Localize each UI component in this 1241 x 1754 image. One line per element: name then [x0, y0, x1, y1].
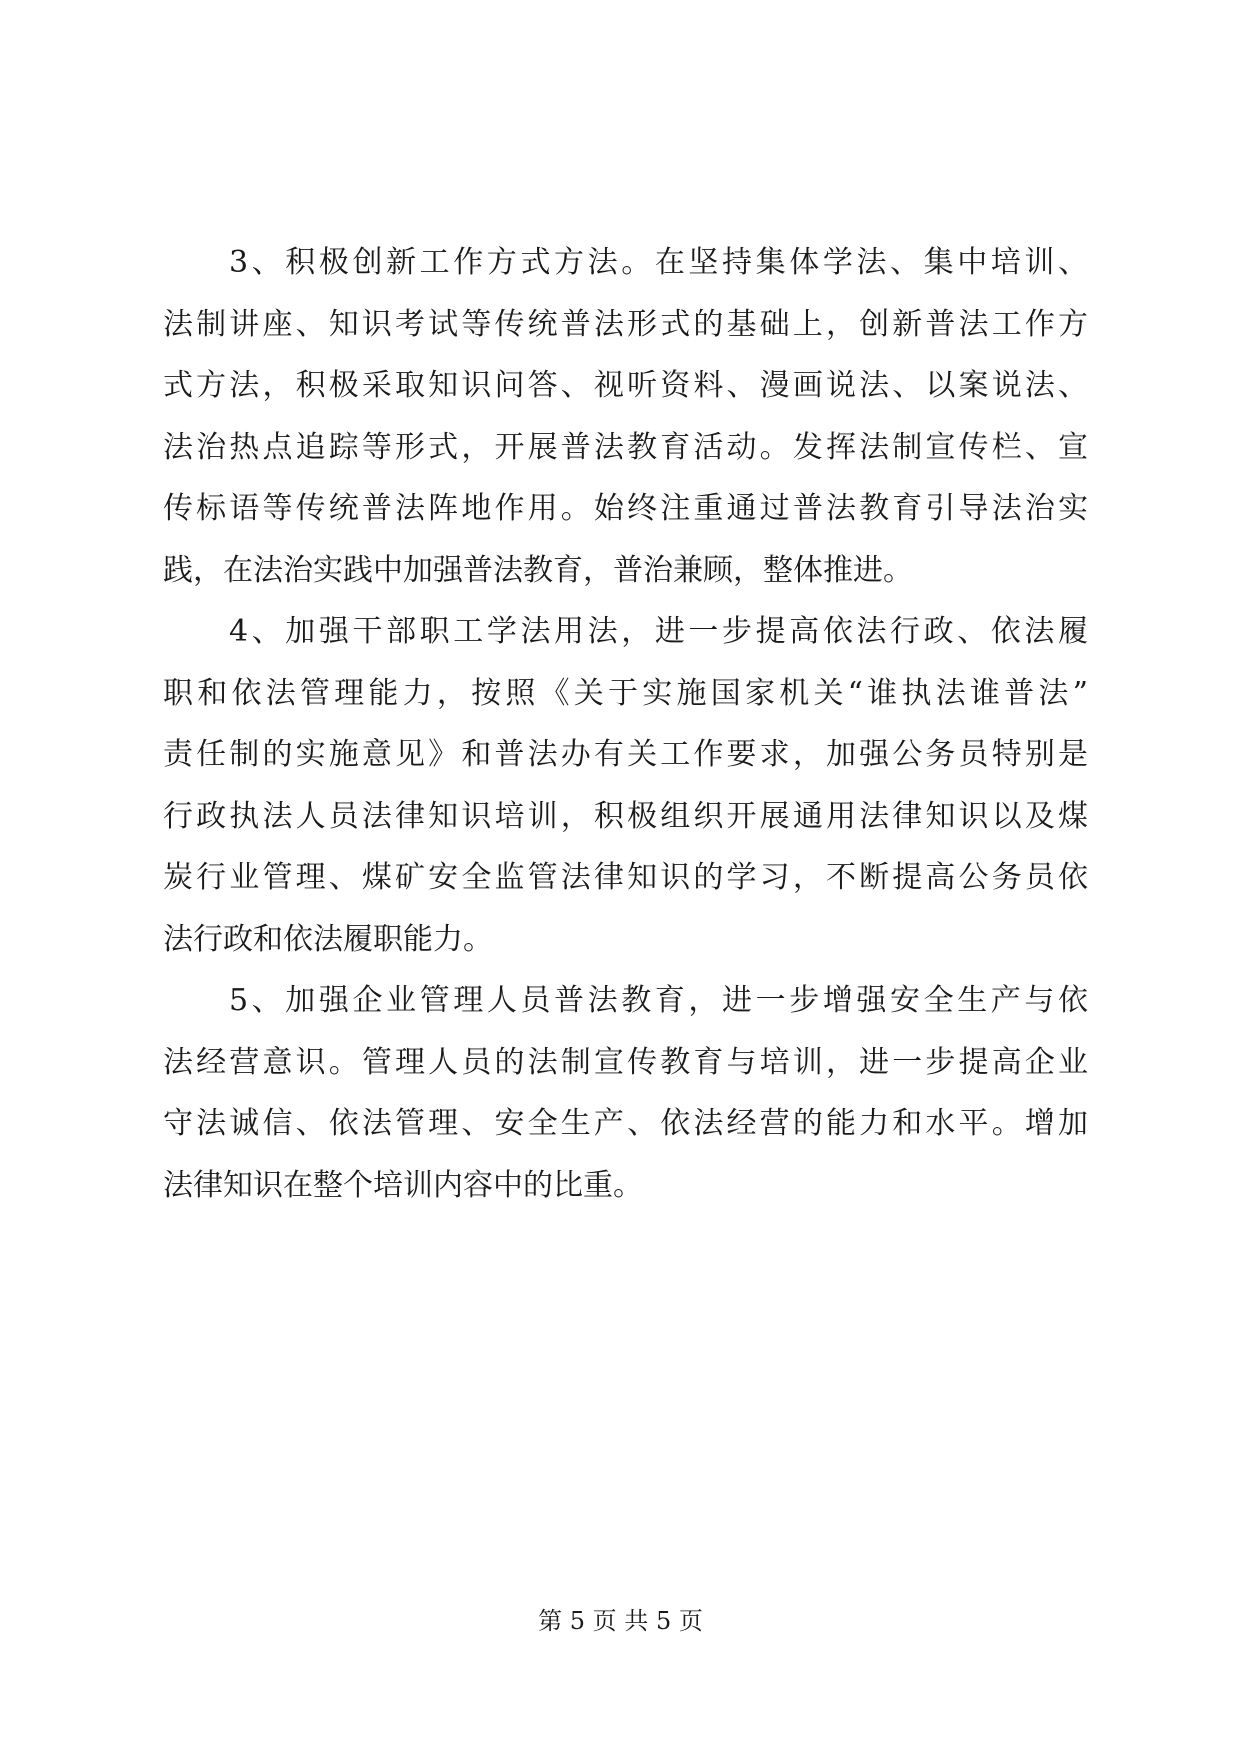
document-body	[163, 232, 1088, 1216]
text-line: 行政执法人员法律知识培训，积极组织开展通用法律知识以及煤	[163, 798, 1088, 834]
text-line: 法律知识在整个培训内容中的比重。	[163, 1167, 643, 1203]
text-line: 法制讲座、知识考试等传统普法形式的基础上，创新普法工作方	[163, 306, 1088, 342]
text-line: 法治热点追踪等形式，开展普法教育活动。发挥法制宣传栏、宣	[163, 429, 1088, 465]
text-line: 4、加强干部职工学法用法，进一步提高依法行政、依法履	[229, 614, 1088, 649]
text-line: 传标语等传统普法阵地作用。始终注重通过普法教育引导法治实	[163, 491, 1088, 526]
text-line: 5、加强企业管理人员普法教育，进一步增强安全生产与依	[229, 983, 1088, 1018]
text-line: 守法诚信、依法管理、安全生产、依法经营的能力和水平。增加	[163, 1106, 1088, 1141]
text-line: 法行政和依法履职能力。	[163, 921, 493, 957]
text-line: 3、积极创新工作方式方法。在坚持集体学法、集中培训、	[229, 245, 1088, 280]
text-line: 法经营意识。管理人员的法制宣传教育与培训，进一步提高企业	[163, 1044, 1088, 1080]
text-line: 炭行业管理、煤矿安全监管法律知识的学习，不断提高公务员依	[163, 860, 1088, 895]
page-footer	[0, 1606, 1241, 1636]
paragraph-item-5	[163, 970, 1088, 1216]
text-line: 职和依法管理能力，按照《关于实施国家机关“谁执法谁普法”	[163, 675, 1088, 711]
page-number: 第 5 页 共 5 页	[538, 1607, 703, 1635]
text-line: 式方法，积极采取知识问答、视听资料、漫画说法、以案说法、	[163, 368, 1088, 403]
text-line: 责任制的实施意见》和普法办有关工作要求，加强公务员特别是	[163, 737, 1088, 772]
paragraph-item-3	[163, 232, 1088, 601]
text-line: 践，在法治实践中加强普法教育，普治兼顾，整体推进。	[163, 552, 913, 588]
paragraph-item-4	[163, 601, 1088, 970]
